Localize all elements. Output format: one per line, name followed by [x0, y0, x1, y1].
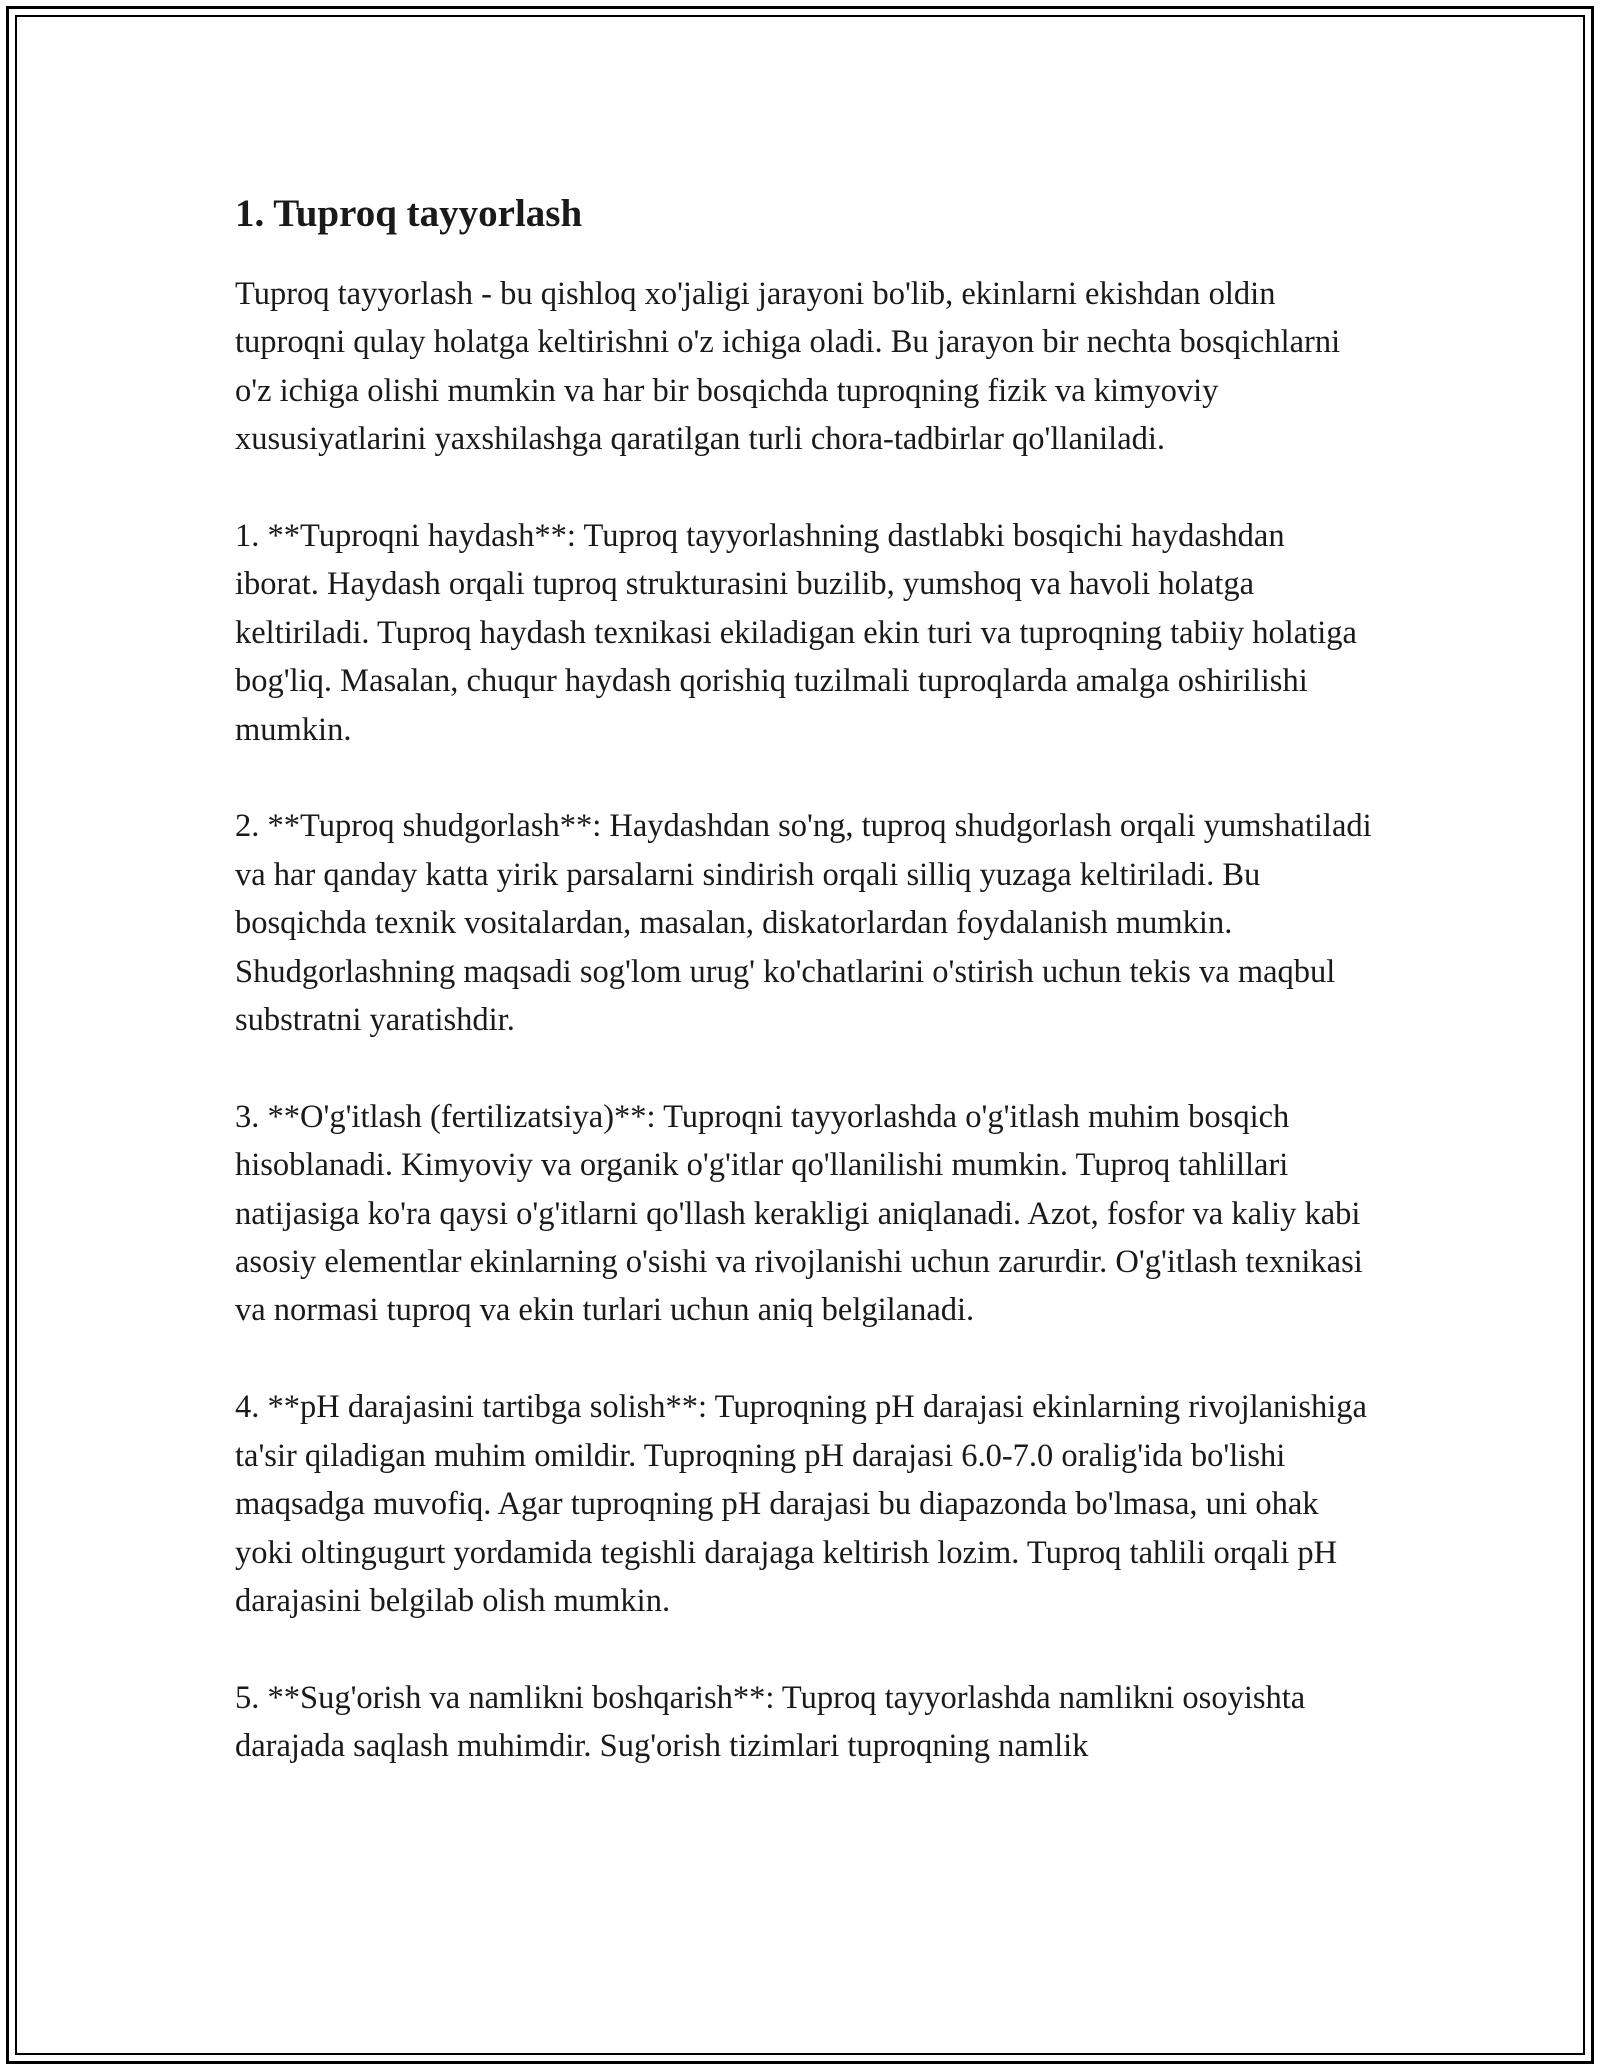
step-2-paragraph: 2. **Tuproq shudgorlash**: Haydashdan so'ng, tuproq shudgorlash orqali yumshatiladi va har qanday katta yirik parsalarni sindirish orqali silliq yuzaga keltiriladi. Bu bosqichda texnik vositalardan, masalan, diskatorlardan foydalanish mumkin. Shudgorlashning maqsadi sog'lom urug' ko'chatlarini o'stirish uchun tekis va maqbul substratni yaratishdir. — [235, 808, 1372, 1039]
document-body — [235, 182, 1375, 1771]
step-5-paragraph: 5. **Sug'orish va namlikni boshqarish**: Tuproq tayyorlashda namlikni osoyishta darajada saqlash muhimdir. Sug'orish tizimlari tuproqning namlik — [235, 1679, 1306, 1765]
step-4-paragraph: 4. **pH darajasini tartibga solish**: Tuproqning pH darajasi ekinlarning rivojlanishiga ta'sir qiladigan muhim omildir. Tuproqning pH darajasi 6.0-7.0 oralig'ida bo'lishi maqsadga muvofiq. Agar tuproqning pH darajasi bu diapazonda bo'lmasa, uni ohak yoki oltingugurt yordamida tegishli darajaga keltirish lozim. Tuproq tahlili orqali pH darajasini belgilab olish mumkin. — [235, 1389, 1367, 1619]
intro-paragraph: Tuproq tayyorlash - bu qishloq xo'jaligi jarayoni bo'lib, ekinlarni ekishdan oldin tuproqni qulay holatga keltirishni o'z ichiga oladi. Bu jarayon bir nechta bosqichlarni o'z ichiga olishi mumkin va har bir bosqichda tuproqning fizik va kimyoviy xususiyatlarini yaxshilashga qaratilgan turli chora-tadbirlar qo'llaniladi. — [235, 276, 1341, 458]
section-heading: 1. Tuproq tayyorlash — [235, 192, 583, 235]
step-1-paragraph: 1. **Tuproqni haydash**: Tuproq tayyorlashning dastlabki bosqichi haydashdan iborat. Haydash orqali tuproq strukturasini buzilib, yumshoq va havoli holatga keltiriladi. Tuproq haydash texnikasi ekiladigan ekin turi va tuproqning tabiiy holatiga bog'liq. Masalan, chuqur haydash qorishiq tuzilmali tuproqlarda amalga oshirilishi mumkin. — [235, 518, 1357, 748]
step-3-paragraph: 3. **O'g'itlash (fertilizatsiya)**: Tuproqni tayyorlashda o'g'itlash muhim bosqich hisoblanadi. Kimyoviy va organik o'g'itlar qo'llanilishi mumkin. Tuproq tahlillari natijasiga ko'ra qaysi o'g'itlarni qo'llash kerakligi aniqlanadi. Azot, fosfor va kaliy kabi asosiy elementlar ekinlarning o'sishi va rivojlanishi uchun zarurdir. O'g'itlash texnikasi va normasi tuproq va ekin turlari uchun aniq belgilanadi. — [235, 1098, 1363, 1329]
